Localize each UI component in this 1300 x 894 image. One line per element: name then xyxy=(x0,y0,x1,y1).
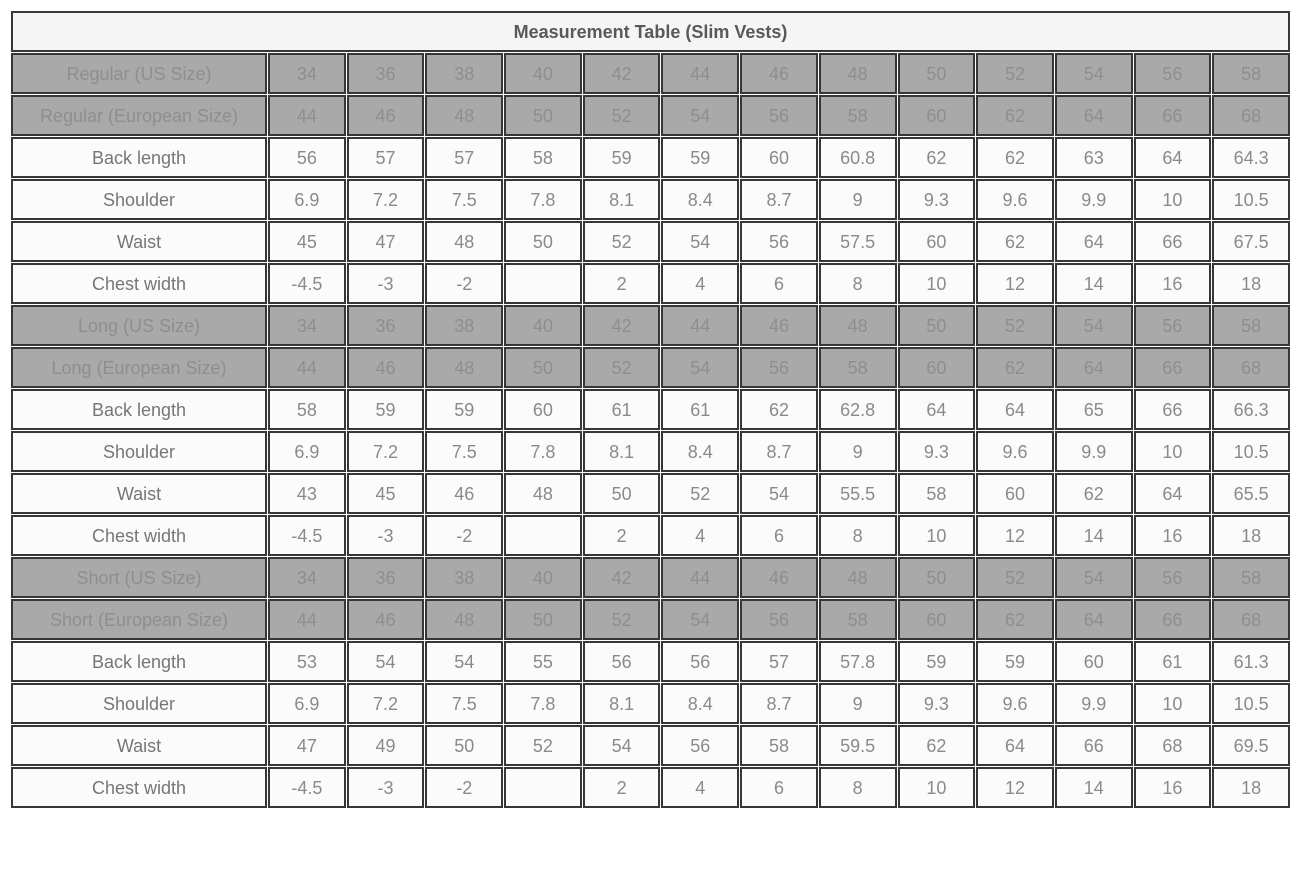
size-value-cell: 56 xyxy=(740,95,818,136)
size-header-row xyxy=(11,347,1290,388)
size-value-cell: 48 xyxy=(819,305,897,346)
measurement-value-cell: 9.3 xyxy=(898,683,976,724)
size-value-cell: 52 xyxy=(583,95,661,136)
measurement-value-cell: 58 xyxy=(268,389,346,430)
measurement-value-cell: 66 xyxy=(1055,725,1133,766)
measurement-label: Chest width xyxy=(11,515,267,556)
measurement-value-cell: 61 xyxy=(661,389,739,430)
measurement-value-cell: 59 xyxy=(347,389,425,430)
size-value-cell: 34 xyxy=(268,305,346,346)
measurement-value-cell: 54 xyxy=(661,221,739,262)
measurement-row xyxy=(11,683,1290,724)
measurement-row xyxy=(11,725,1290,766)
measurement-value-cell: 6 xyxy=(740,767,818,808)
measurement-row xyxy=(11,137,1290,178)
measurement-value-cell: 7.8 xyxy=(504,179,582,220)
size-value-cell: 50 xyxy=(504,95,582,136)
measurement-row xyxy=(11,515,1290,556)
measurement-value-cell: 14 xyxy=(1055,515,1133,556)
measurement-value-cell: 12 xyxy=(976,767,1054,808)
measurement-value-cell: 18 xyxy=(1212,767,1290,808)
measurement-value-cell: -2 xyxy=(425,767,503,808)
measurement-value-cell: 62 xyxy=(740,389,818,430)
measurement-value-cell: 8 xyxy=(819,263,897,304)
measurement-value-cell: 56 xyxy=(661,641,739,682)
measurement-value-cell: 6 xyxy=(740,263,818,304)
measurement-value-cell: 16 xyxy=(1134,263,1212,304)
size-value-cell: 42 xyxy=(583,53,661,94)
measurement-value-cell: 52 xyxy=(583,221,661,262)
measurement-value-cell: 4 xyxy=(661,515,739,556)
measurement-label: Shoulder xyxy=(11,431,267,472)
measurement-value-cell: 4 xyxy=(661,263,739,304)
size-header-label: Long (US Size) xyxy=(11,305,267,346)
size-header-label: Long (European Size) xyxy=(11,347,267,388)
size-value-cell: 42 xyxy=(583,305,661,346)
measurement-label: Waist xyxy=(11,725,267,766)
measurement-value-cell: 62.8 xyxy=(819,389,897,430)
size-header-row xyxy=(11,53,1290,94)
measurement-value-cell: 66 xyxy=(1134,389,1212,430)
measurement-value-cell: 8.4 xyxy=(661,179,739,220)
measurement-value-cell: 9.3 xyxy=(898,431,976,472)
measurement-row xyxy=(11,431,1290,472)
measurement-value-cell: 62 xyxy=(976,137,1054,178)
size-value-cell: 44 xyxy=(661,557,739,598)
measurement-value-cell: 6 xyxy=(740,515,818,556)
size-value-cell: 68 xyxy=(1212,95,1290,136)
measurement-value-cell: 10 xyxy=(1134,683,1212,724)
measurement-value-cell: 8 xyxy=(819,767,897,808)
measurement-value-cell: 2 xyxy=(583,767,661,808)
measurement-value-cell: 10 xyxy=(898,767,976,808)
measurement-value-cell: 60 xyxy=(898,221,976,262)
size-value-cell: 54 xyxy=(661,347,739,388)
measurement-value-cell: 56 xyxy=(268,137,346,178)
measurement-value-cell: 9.9 xyxy=(1055,683,1133,724)
measurement-value-cell: 10.5 xyxy=(1212,431,1290,472)
measurement-value-cell: 7.5 xyxy=(425,431,503,472)
measurement-value-cell: 54 xyxy=(347,641,425,682)
measurement-value-cell: 9.9 xyxy=(1055,179,1133,220)
size-value-cell: 38 xyxy=(425,557,503,598)
measurement-table-body xyxy=(11,11,1290,808)
measurement-value-cell: 50 xyxy=(583,473,661,514)
measurement-value-cell: 64 xyxy=(976,725,1054,766)
measurement-value-cell: 58 xyxy=(504,137,582,178)
measurement-value-cell: 64 xyxy=(1134,137,1212,178)
measurement-value-cell: 61 xyxy=(583,389,661,430)
size-value-cell: 50 xyxy=(504,347,582,388)
measurement-value-cell: 63 xyxy=(1055,137,1133,178)
measurement-value-cell xyxy=(504,515,582,556)
measurement-value-cell: 8 xyxy=(819,515,897,556)
measurement-value-cell: 8.4 xyxy=(661,431,739,472)
size-value-cell: 52 xyxy=(976,53,1054,94)
measurement-value-cell: 60 xyxy=(504,389,582,430)
measurement-value-cell: 49 xyxy=(347,725,425,766)
size-value-cell: 66 xyxy=(1134,347,1212,388)
measurement-row xyxy=(11,179,1290,220)
size-value-cell: 62 xyxy=(976,599,1054,640)
measurement-value-cell: 9.6 xyxy=(976,179,1054,220)
measurement-value-cell: -3 xyxy=(347,263,425,304)
measurement-row xyxy=(11,389,1290,430)
measurement-value-cell: 57.8 xyxy=(819,641,897,682)
size-header-row xyxy=(11,599,1290,640)
size-value-cell: 36 xyxy=(347,305,425,346)
size-value-cell: 58 xyxy=(819,347,897,388)
size-value-cell: 44 xyxy=(661,305,739,346)
size-value-cell: 48 xyxy=(425,347,503,388)
size-value-cell: 52 xyxy=(976,557,1054,598)
measurement-value-cell: 8.7 xyxy=(740,431,818,472)
measurement-value-cell: 47 xyxy=(268,725,346,766)
measurement-value-cell: 4 xyxy=(661,767,739,808)
measurement-value-cell: -4.5 xyxy=(268,767,346,808)
measurement-value-cell: 9 xyxy=(819,179,897,220)
measurement-value-cell: 57 xyxy=(740,641,818,682)
measurement-label: Waist xyxy=(11,473,267,514)
size-value-cell: 44 xyxy=(268,347,346,388)
size-value-cell: 54 xyxy=(1055,53,1133,94)
measurement-value-cell: 12 xyxy=(976,515,1054,556)
size-value-cell: 54 xyxy=(661,599,739,640)
measurement-label: Chest width xyxy=(11,767,267,808)
size-value-cell: 40 xyxy=(504,305,582,346)
measurement-value-cell: 8.1 xyxy=(583,179,661,220)
size-value-cell: 50 xyxy=(898,53,976,94)
measurement-value-cell: 18 xyxy=(1212,515,1290,556)
measurement-value-cell: 2 xyxy=(583,263,661,304)
size-value-cell: 50 xyxy=(504,599,582,640)
size-value-cell: 46 xyxy=(347,95,425,136)
size-value-cell: 68 xyxy=(1212,599,1290,640)
size-value-cell: 48 xyxy=(425,95,503,136)
measurement-value-cell: 66 xyxy=(1134,221,1212,262)
measurement-value-cell: 10 xyxy=(898,263,976,304)
measurement-value-cell: 50 xyxy=(425,725,503,766)
size-value-cell: 64 xyxy=(1055,347,1133,388)
size-value-cell: 54 xyxy=(1055,305,1133,346)
size-value-cell: 54 xyxy=(1055,557,1133,598)
measurement-value-cell: 57 xyxy=(425,137,503,178)
measurement-value-cell: 66.3 xyxy=(1212,389,1290,430)
measurement-value-cell: 2 xyxy=(583,515,661,556)
measurement-value-cell: 8.7 xyxy=(740,179,818,220)
measurement-label: Shoulder xyxy=(11,179,267,220)
size-header-label: Regular (European Size) xyxy=(11,95,267,136)
size-value-cell: 48 xyxy=(425,599,503,640)
measurement-value-cell: 55 xyxy=(504,641,582,682)
measurement-value-cell: 52 xyxy=(504,725,582,766)
measurement-value-cell: 7.2 xyxy=(347,179,425,220)
measurement-value-cell: 7.2 xyxy=(347,431,425,472)
size-value-cell: 46 xyxy=(740,305,818,346)
size-value-cell: 48 xyxy=(819,557,897,598)
measurement-value-cell: 58 xyxy=(740,725,818,766)
measurement-value-cell: 14 xyxy=(1055,767,1133,808)
measurement-value-cell: -4.5 xyxy=(268,263,346,304)
measurement-value-cell: 65.5 xyxy=(1212,473,1290,514)
measurement-row xyxy=(11,473,1290,514)
measurement-value-cell: 7.8 xyxy=(504,431,582,472)
size-value-cell: 62 xyxy=(976,95,1054,136)
measurement-value-cell: 9.3 xyxy=(898,179,976,220)
measurement-value-cell: 60.8 xyxy=(819,137,897,178)
measurement-value-cell: 62 xyxy=(898,725,976,766)
measurement-value-cell: 45 xyxy=(268,221,346,262)
size-value-cell: 60 xyxy=(898,347,976,388)
measurement-value-cell: 59 xyxy=(898,641,976,682)
measurement-value-cell: 9 xyxy=(819,683,897,724)
measurement-value-cell: 7.5 xyxy=(425,179,503,220)
size-value-cell: 46 xyxy=(740,53,818,94)
size-value-cell: 44 xyxy=(268,95,346,136)
measurement-value-cell: 47 xyxy=(347,221,425,262)
measurement-value-cell: 59 xyxy=(976,641,1054,682)
measurement-row xyxy=(11,263,1290,304)
measurement-value-cell: 9.6 xyxy=(976,683,1054,724)
measurement-value-cell: -3 xyxy=(347,767,425,808)
size-value-cell: 52 xyxy=(976,305,1054,346)
measurement-value-cell: 7.2 xyxy=(347,683,425,724)
size-value-cell: 52 xyxy=(583,347,661,388)
measurement-label: Back length xyxy=(11,137,267,178)
measurement-value-cell: 54 xyxy=(425,641,503,682)
measurement-value-cell: 50 xyxy=(504,221,582,262)
measurement-value-cell: 56 xyxy=(661,725,739,766)
size-value-cell: 60 xyxy=(898,599,976,640)
size-value-cell: 46 xyxy=(740,557,818,598)
size-value-cell: 66 xyxy=(1134,95,1212,136)
size-value-cell: 44 xyxy=(268,599,346,640)
measurement-value-cell: 62 xyxy=(898,137,976,178)
measurement-table xyxy=(10,10,1291,809)
measurement-value-cell xyxy=(504,767,582,808)
measurement-value-cell: 6.9 xyxy=(268,431,346,472)
size-value-cell: 58 xyxy=(819,95,897,136)
measurement-value-cell: 46 xyxy=(425,473,503,514)
measurement-value-cell: 53 xyxy=(268,641,346,682)
size-value-cell: 38 xyxy=(425,53,503,94)
size-value-cell: 46 xyxy=(347,347,425,388)
size-value-cell: 50 xyxy=(898,557,976,598)
measurement-value-cell: -2 xyxy=(425,263,503,304)
size-header-label: Short (European Size) xyxy=(11,599,267,640)
measurement-label: Shoulder xyxy=(11,683,267,724)
measurement-value-cell: 9.6 xyxy=(976,431,1054,472)
size-value-cell: 56 xyxy=(1134,557,1212,598)
measurement-value-cell: 60 xyxy=(740,137,818,178)
measurement-value-cell xyxy=(504,263,582,304)
measurement-value-cell: 8.1 xyxy=(583,431,661,472)
measurement-value-cell: 62 xyxy=(1055,473,1133,514)
measurement-value-cell: 61 xyxy=(1134,641,1212,682)
measurement-value-cell: 48 xyxy=(504,473,582,514)
measurement-value-cell: 16 xyxy=(1134,515,1212,556)
size-value-cell: 38 xyxy=(425,305,503,346)
measurement-value-cell: 9.9 xyxy=(1055,431,1133,472)
size-value-cell: 56 xyxy=(740,347,818,388)
measurement-value-cell: -3 xyxy=(347,515,425,556)
size-value-cell: 64 xyxy=(1055,95,1133,136)
measurement-value-cell: 59 xyxy=(583,137,661,178)
measurement-value-cell: 56 xyxy=(740,221,818,262)
measurement-value-cell: 64 xyxy=(1134,473,1212,514)
size-value-cell: 58 xyxy=(819,599,897,640)
measurement-value-cell: 45 xyxy=(347,473,425,514)
measurement-label: Back length xyxy=(11,389,267,430)
size-value-cell: 50 xyxy=(898,305,976,346)
size-value-cell: 40 xyxy=(504,557,582,598)
measurement-value-cell: 58 xyxy=(898,473,976,514)
size-header-label: Short (US Size) xyxy=(11,557,267,598)
measurement-value-cell: 64 xyxy=(976,389,1054,430)
measurement-value-cell: 8.4 xyxy=(661,683,739,724)
measurement-value-cell: 48 xyxy=(425,221,503,262)
size-value-cell: 68 xyxy=(1212,347,1290,388)
measurement-row xyxy=(11,221,1290,262)
measurement-row xyxy=(11,767,1290,808)
measurement-value-cell: 54 xyxy=(583,725,661,766)
measurement-value-cell: 6.9 xyxy=(268,683,346,724)
size-value-cell: 40 xyxy=(504,53,582,94)
size-value-cell: 46 xyxy=(347,599,425,640)
size-value-cell: 36 xyxy=(347,557,425,598)
size-value-cell: 48 xyxy=(819,53,897,94)
measurement-value-cell: 10 xyxy=(898,515,976,556)
measurement-value-cell: 16 xyxy=(1134,767,1212,808)
size-header-row xyxy=(11,557,1290,598)
size-header-row xyxy=(11,305,1290,346)
measurement-value-cell: 64 xyxy=(1055,221,1133,262)
measurement-value-cell: 9 xyxy=(819,431,897,472)
size-value-cell: 58 xyxy=(1212,53,1290,94)
measurement-label: Back length xyxy=(11,641,267,682)
measurement-value-cell: -2 xyxy=(425,515,503,556)
measurement-value-cell: 10.5 xyxy=(1212,179,1290,220)
size-value-cell: 34 xyxy=(268,557,346,598)
measurement-value-cell: 55.5 xyxy=(819,473,897,514)
size-value-cell: 58 xyxy=(1212,305,1290,346)
measurement-value-cell: 64 xyxy=(898,389,976,430)
measurement-value-cell: 61.3 xyxy=(1212,641,1290,682)
size-value-cell: 56 xyxy=(1134,305,1212,346)
measurement-value-cell: 68 xyxy=(1134,725,1212,766)
measurement-value-cell: -4.5 xyxy=(268,515,346,556)
measurement-value-cell: 65 xyxy=(1055,389,1133,430)
measurement-value-cell: 57.5 xyxy=(819,221,897,262)
size-value-cell: 54 xyxy=(661,95,739,136)
measurement-value-cell: 69.5 xyxy=(1212,725,1290,766)
size-value-cell: 36 xyxy=(347,53,425,94)
measurement-value-cell: 57 xyxy=(347,137,425,178)
measurement-value-cell: 59 xyxy=(425,389,503,430)
table-title-row xyxy=(11,11,1290,52)
measurement-label: Waist xyxy=(11,221,267,262)
size-value-cell: 56 xyxy=(1134,53,1212,94)
measurement-value-cell: 7.5 xyxy=(425,683,503,724)
size-value-cell: 60 xyxy=(898,95,976,136)
measurement-value-cell: 67.5 xyxy=(1212,221,1290,262)
measurement-value-cell: 8.7 xyxy=(740,683,818,724)
measurement-value-cell: 18 xyxy=(1212,263,1290,304)
size-value-cell: 66 xyxy=(1134,599,1212,640)
size-value-cell: 34 xyxy=(268,53,346,94)
size-value-cell: 64 xyxy=(1055,599,1133,640)
measurement-value-cell: 10 xyxy=(1134,431,1212,472)
measurement-value-cell: 59 xyxy=(661,137,739,178)
measurement-value-cell: 6.9 xyxy=(268,179,346,220)
measurement-value-cell: 64.3 xyxy=(1212,137,1290,178)
size-header-row xyxy=(11,95,1290,136)
size-value-cell: 62 xyxy=(976,347,1054,388)
measurement-value-cell: 54 xyxy=(740,473,818,514)
size-value-cell: 56 xyxy=(740,599,818,640)
size-value-cell: 44 xyxy=(661,53,739,94)
measurement-value-cell: 60 xyxy=(1055,641,1133,682)
measurement-value-cell: 10 xyxy=(1134,179,1212,220)
measurement-value-cell: 56 xyxy=(583,641,661,682)
size-header-label: Regular (US Size) xyxy=(11,53,267,94)
measurement-label: Chest width xyxy=(11,263,267,304)
measurement-value-cell: 8.1 xyxy=(583,683,661,724)
measurement-value-cell: 10.5 xyxy=(1212,683,1290,724)
measurement-value-cell: 59.5 xyxy=(819,725,897,766)
measurement-value-cell: 43 xyxy=(268,473,346,514)
measurement-value-cell: 14 xyxy=(1055,263,1133,304)
measurement-row xyxy=(11,641,1290,682)
measurement-value-cell: 62 xyxy=(976,221,1054,262)
measurement-value-cell: 7.8 xyxy=(504,683,582,724)
measurement-value-cell: 52 xyxy=(661,473,739,514)
size-value-cell: 52 xyxy=(583,599,661,640)
size-value-cell: 58 xyxy=(1212,557,1290,598)
measurement-value-cell: 60 xyxy=(976,473,1054,514)
measurement-value-cell: 12 xyxy=(976,263,1054,304)
table-title: Measurement Table (Slim Vests) xyxy=(11,11,1290,52)
size-value-cell: 42 xyxy=(583,557,661,598)
